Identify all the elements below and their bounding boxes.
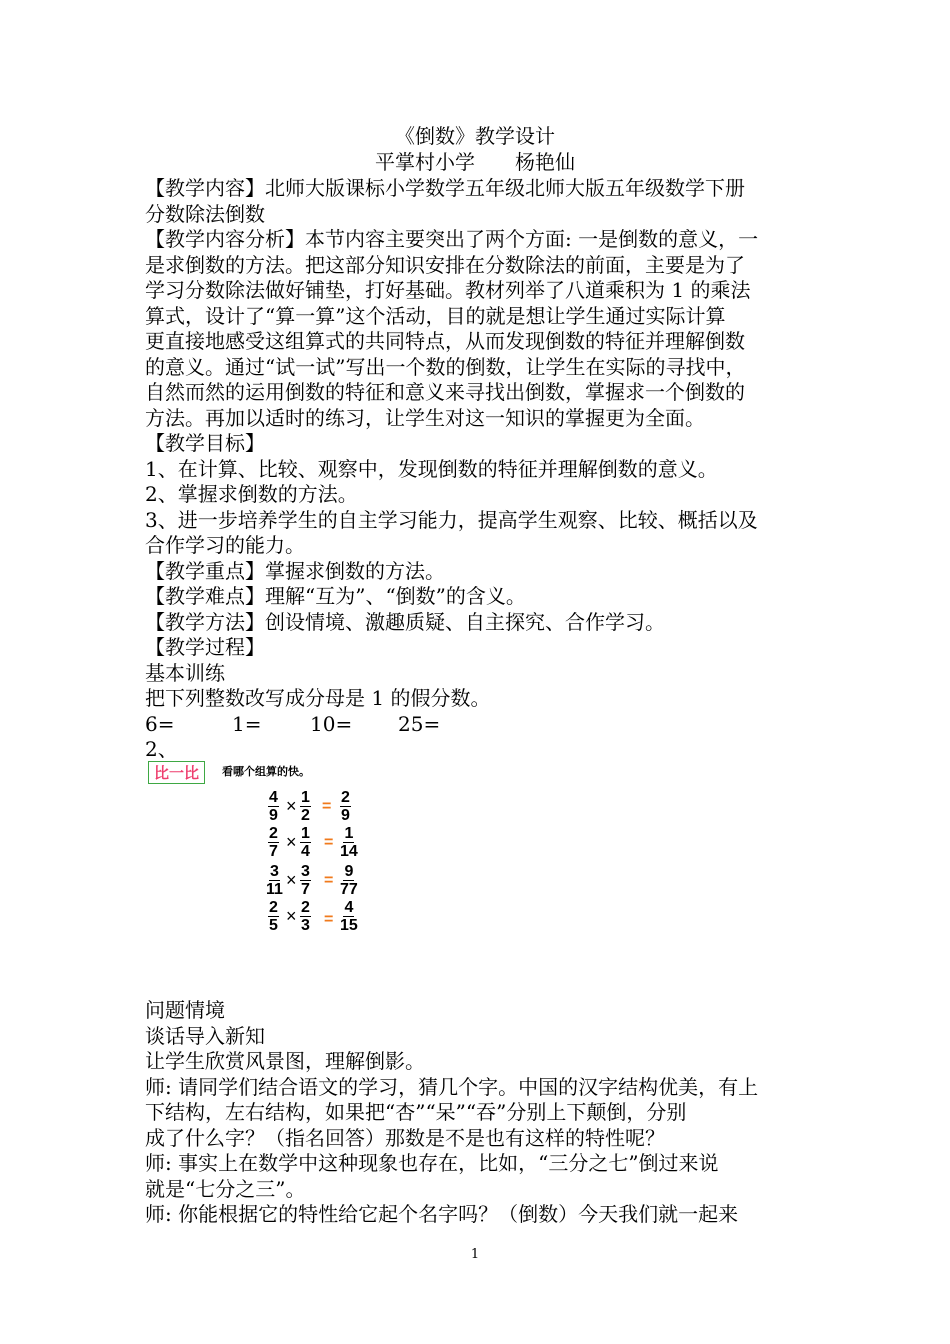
integer-item: 10= — [310, 711, 353, 736]
times-sign: × — [286, 906, 297, 926]
body-line: 师: 你能根据它的特性给它起个名字吗？（倒数）今天我们就一起来 — [145, 1202, 739, 1226]
body-top-section — [145, 176, 825, 712]
fraction — [340, 900, 358, 933]
fraction — [340, 790, 351, 823]
fraction — [340, 826, 358, 859]
body-line: 分数除法倒数 — [145, 201, 265, 226]
document-title: 《倒数》教学设计 — [395, 124, 555, 148]
body-line: 【教学内容分析】本节内容主要突出了两个方面: 一是倒数的意义，一 — [145, 227, 759, 251]
body-line: 【教学内容】北师大版课标小学数学五年级北师大版五年级数学下册 — [145, 176, 745, 200]
numerator: 2 — [301, 899, 310, 916]
numerator: 1 — [301, 789, 310, 806]
body-line: 【教学重点】掌握求倒数的方法。 — [145, 558, 445, 583]
body-line: 【教学方法】创设情境、激趣质疑、自主探究、合作学习。 — [145, 609, 665, 634]
body-line: 的意义。通过“试一试”写出一个数的倒数，让学生在实际的寻找中， — [145, 354, 746, 379]
body-line: 【教学目标】 — [145, 431, 265, 455]
integer-item: 6= — [145, 711, 175, 736]
integer-list — [145, 712, 825, 738]
body-line: 成了什么字？（指名回答）那数是不是也有这样的特性呢？ — [145, 1125, 665, 1150]
fraction — [300, 790, 311, 823]
numerator: 2 — [269, 825, 278, 842]
denominator: 7 — [269, 843, 278, 860]
fraction — [268, 790, 279, 823]
body-line: 问题情境 — [145, 998, 225, 1022]
equals-sign: = — [324, 872, 334, 889]
body-line: 2、掌握求倒数的方法。 — [145, 482, 358, 506]
numerator: 2 — [269, 899, 278, 916]
body-line: 谈话导入新知 — [145, 1023, 265, 1048]
numerator: 9 — [344, 863, 354, 880]
page-number: 1 — [470, 1247, 480, 1262]
body-line: 让学生欣赏风景图，理解倒影。 — [145, 1049, 425, 1073]
item-two: 2、 — [145, 737, 178, 761]
body-line: 学习分数除法做好铺垫，打好基础。教材列举了八道乘积为 1 的乘法 — [145, 278, 751, 302]
compare-figure — [148, 758, 448, 948]
denominator: 4 — [301, 843, 310, 860]
numerator: 4 — [269, 789, 278, 806]
body-line: 合作学习的能力。 — [145, 533, 305, 557]
denominator: 9 — [269, 807, 278, 824]
document-body — [145, 176, 825, 763]
denominator: 11 — [266, 881, 283, 898]
body-line: 3、进一步培养学生的自主学习能力，提高学生观察、比较、概括以及 — [145, 507, 758, 532]
numerator: 1 — [301, 825, 310, 842]
body-line: 1、在计算、比较、观察中，发现倒数的特征并理解倒数的意义。 — [145, 456, 718, 481]
body-line: 【教学难点】理解“互为”、“倒数”的含义。 — [145, 584, 526, 608]
integer-item: 25= — [398, 711, 441, 736]
body-line: 把下列整数改写成分母是 1 的假分数。 — [145, 686, 491, 710]
denominator: 9 — [341, 807, 350, 824]
denominator: 77 — [340, 881, 358, 898]
body-bottom-section — [145, 998, 825, 1228]
numerator: 3 — [301, 863, 310, 880]
denominator: 14 — [340, 843, 358, 860]
fraction — [300, 900, 311, 933]
numerator: 2 — [341, 789, 350, 806]
fraction — [300, 826, 311, 859]
fraction — [268, 826, 279, 859]
denominator: 7 — [301, 881, 310, 898]
body-line: 师: 事实上在数学中这种现象也存在，比如，“三分之七”倒过来说 — [145, 1151, 719, 1175]
body-line: 算式，设计了“算一算”这个活动，目的就是想让学生通过实际计算 — [145, 303, 726, 328]
numerator: 3 — [270, 863, 279, 880]
denominator: 5 — [269, 917, 278, 934]
compare-description: 看哪个组算的快。 — [222, 765, 310, 778]
author-line: 平掌村小学 杨艳仙 — [375, 150, 575, 174]
body-line: 基本训练 — [145, 660, 225, 685]
fraction — [266, 864, 283, 897]
denominator: 3 — [301, 917, 310, 934]
equals-sign: = — [324, 911, 334, 928]
numerator: 4 — [344, 899, 354, 916]
document-body-lower — [145, 998, 825, 1228]
times-sign: × — [286, 832, 297, 852]
numerator: 1 — [344, 825, 354, 842]
compare-label-box: 比一比 — [148, 761, 205, 784]
body-line: 自然而然的运用倒数的特征和意义来寻找出倒数，掌握求一个倒数的 — [145, 380, 745, 404]
equals-sign: = — [322, 798, 332, 815]
body-line: 师: 请同学们结合语文的学习，猜几个字。中国的汉字结构优美，有上 — [145, 1074, 759, 1099]
times-sign: × — [286, 796, 297, 816]
body-line: 【教学过程】 — [145, 635, 265, 659]
body-line: 就是“七分之三”。 — [145, 1176, 306, 1201]
body-line: 下结构，左右结构，如果把“杏”“呆”“吞”分别上下颠倒，分别 — [145, 1100, 687, 1124]
times-sign: × — [286, 870, 297, 890]
fraction — [340, 864, 358, 897]
body-line: 更直接地感受这组算式的共同特点，从而发现倒数的特征并理解倒数 — [145, 329, 745, 353]
denominator: 2 — [301, 807, 310, 824]
body-line: 是求倒数的方法。把这部分知识安排在分数除法的前面，主要是为了 — [145, 252, 745, 277]
body-line: 方法。再加以适时的练习，让学生对这一知识的掌握更为全面。 — [145, 405, 705, 430]
fraction — [268, 900, 279, 933]
integer-item: 1= — [232, 711, 262, 736]
equals-sign: = — [324, 834, 334, 851]
denominator: 15 — [340, 917, 358, 934]
fraction — [300, 864, 311, 897]
